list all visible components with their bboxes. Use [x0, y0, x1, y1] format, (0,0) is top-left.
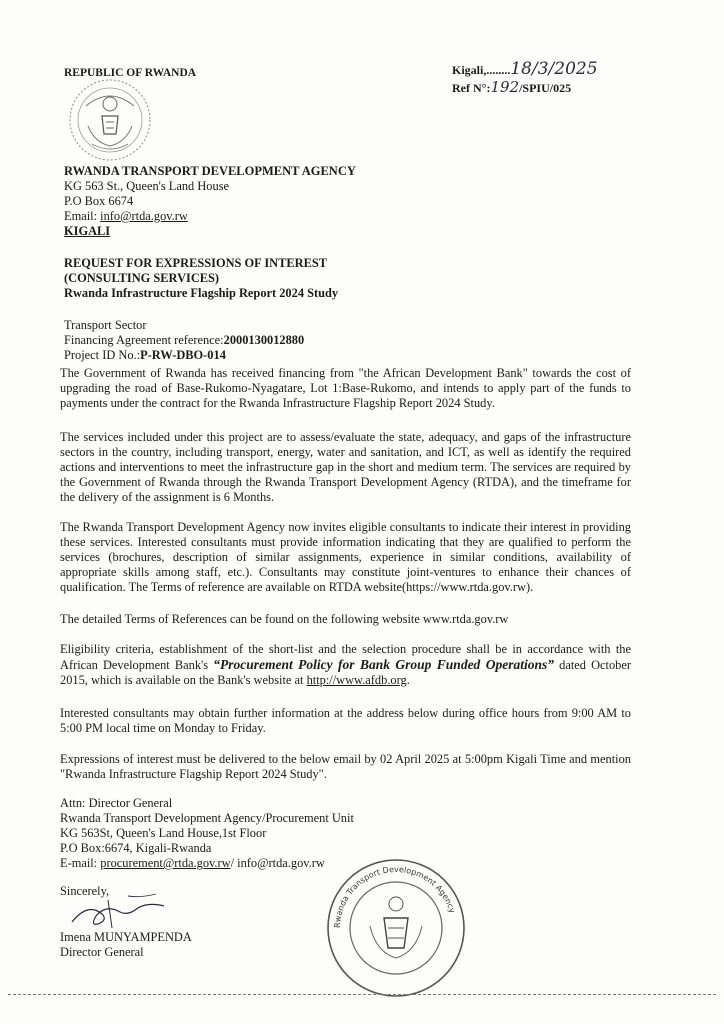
- agency-address-box: P.O Box 6674: [64, 194, 134, 208]
- paragraph-deadline: Expressions of interest must be delivered to the below email by 02 April 2025 at 5:00pm Kigali Time and mention "Rwanda Infrastructure Flagship Report 2024 Study".: [60, 752, 631, 781]
- handwritten-signature: [68, 892, 178, 932]
- ref-label: Ref N°:: [452, 81, 491, 95]
- email-separator: /: [230, 856, 238, 870]
- eligibility-text-b: dated October 2015, which is available on the Bank's website at: [60, 658, 631, 687]
- procurement-email-link[interactable]: procurement@rtda.gov.rw: [100, 856, 231, 870]
- project-block: [64, 318, 564, 363]
- title-line-2: (CONSULTING SERVICES): [64, 271, 220, 285]
- ref-line: [452, 80, 571, 96]
- agency-name: RWANDA TRANSPORT DEVELOPMENT AGENCY: [64, 164, 356, 178]
- date-line: [452, 59, 598, 79]
- project-id: [64, 348, 564, 363]
- title-line-1: REQUEST FOR EXPRESSIONS OF INTEREST: [64, 256, 328, 270]
- project-id-value: P-RW-DBO-014: [140, 348, 226, 362]
- afdb-website-link[interactable]: http://www.afdb.org: [306, 673, 407, 687]
- republic-heading: REPUBLIC OF RWANDA: [64, 67, 197, 79]
- agency-address-street: KG 563 St., Queen's Land House: [64, 179, 230, 193]
- republic-emblem: [64, 76, 156, 164]
- date-label: Kigali,: [452, 63, 487, 77]
- eligibility-text-c: .: [406, 673, 410, 687]
- project-id-label: Project ID No.:: [64, 348, 141, 362]
- contact-attn: Attn: Director General: [60, 796, 173, 810]
- title-line-3: Rwanda Infrastructure Flagship Report 2024 Study: [64, 286, 339, 300]
- eligibility-text-a: Eligibility criteria, establishment of the short-list and the selection procedure shall be in accordance with the African Development Bank's: [60, 642, 631, 672]
- paragraph-services: The services included under this project are to assess/evaluate the state, adequacy, and gaps of the infrastructure sectors in the country, including transport, energy, water and sanitation, and ICT, as well as identify the required actions and interventions to meet the infrastructure gap in the short and medium term. The services are required by the Government of Rwanda through the Rwanda Transport Development Agency (RTDA), and the timeframe for the delivery of the assignment is 6 Months.: [60, 430, 631, 504]
- agency-city: KIGALI: [64, 224, 111, 238]
- paragraph-eligibility: [60, 642, 631, 688]
- signatory-role: Director General: [60, 945, 144, 959]
- procurement-policy-title: “Procurement Policy for Bank Group Funded Operations”: [213, 657, 554, 672]
- agency-email-line: [64, 209, 464, 224]
- paragraph-invitation: The Rwanda Transport Development Agency now invites eligible consultants to indicate their interest in providing these services. Interested consultants must provide information indicating that they are qualified to perform the services (brochures, description of similar assignments, experience in similar conditions, availability of appropriate skills among staff, etc.). Consultants may constitute joint-ventures to enhance their chances of qualification. The Terms of reference are available on RTDA website(https://www.rtda.gov.rw).: [60, 520, 631, 594]
- agency-email-link[interactable]: info@rtda.gov.rw: [100, 209, 188, 223]
- paragraph-financing: The Government of Rwanda has received financing from "the African Development Bank" towards the cost of upgrading the road of Base-Rukomo-Nyagatare, Lot 1:Base-Rukomo, and intends to apply part of the funds to payments under the contract for the Rwanda Infrastructure Flagship Report 2024 Study.: [60, 366, 631, 410]
- paragraph-office-hours: Interested consultants may obtain further information at the address below during office hours from 9:00 AM to 5:00 PM local time on Monday to Friday.: [60, 706, 631, 735]
- contact-box: P.O Box:6674, Kigali-Rwanda: [60, 841, 212, 855]
- contact-address: KG 563St, Queen's Land House,1st Floor: [60, 826, 267, 840]
- agency-email-label: Email:: [64, 209, 101, 223]
- footer-divider: [8, 994, 716, 995]
- financing-reference: [64, 333, 564, 348]
- agency-seal: [324, 856, 468, 1000]
- contact-email-label: E-mail:: [60, 856, 101, 870]
- agency-block: [64, 164, 464, 239]
- seal-ring-text: Rwanda Transport Development Agency: [332, 864, 457, 929]
- contact-unit: Rwanda Transport Development Agency/Procurement Unit: [60, 811, 354, 825]
- info-email-link[interactable]: info@rtda.gov.rw: [237, 856, 325, 870]
- financing-label: Financing Agreement reference:: [64, 333, 224, 347]
- project-sector: Transport Sector: [64, 318, 147, 332]
- financing-value: 2000130012880: [223, 333, 305, 347]
- date-dots: ........: [486, 63, 511, 77]
- title-block: [64, 256, 564, 301]
- signatory-name: Imena MUNYAMPENDA: [60, 930, 192, 944]
- ref-suffix: /SPIU/025: [519, 81, 572, 95]
- date-value: 18/3/2025: [510, 59, 598, 79]
- paragraph-terms-website: The detailed Terms of References can be found on the following website www.rtda.gov.rw: [60, 612, 509, 626]
- ref-value: 192: [490, 78, 520, 96]
- closing-sincerely: Sincerely,: [60, 884, 110, 898]
